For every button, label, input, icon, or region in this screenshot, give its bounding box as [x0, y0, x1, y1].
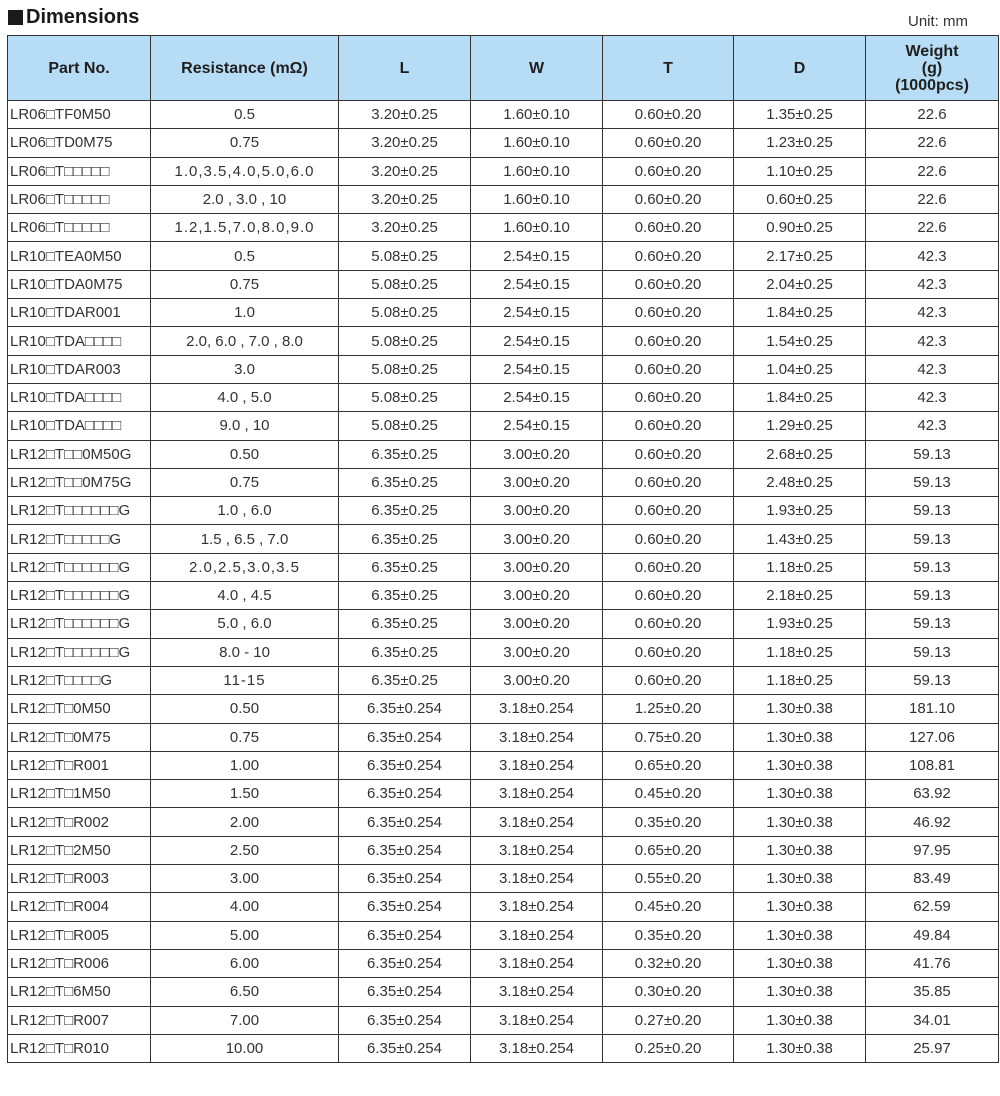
resistance-cell: 0.50: [151, 695, 339, 723]
l-cell: 6.35±0.254: [339, 1034, 471, 1062]
t-cell: 0.60±0.20: [603, 610, 734, 638]
d-cell: 1.30±0.38: [734, 723, 866, 751]
l-cell: 6.35±0.254: [339, 978, 471, 1006]
t-cell: 0.60±0.20: [603, 440, 734, 468]
w-cell: 3.00±0.20: [471, 497, 603, 525]
d-cell: 1.30±0.38: [734, 1034, 866, 1062]
d-cell: 2.48±0.25: [734, 468, 866, 496]
table-row: [8, 1006, 999, 1034]
table-row: [8, 780, 999, 808]
d-cell: 1.04±0.25: [734, 355, 866, 383]
table-row: [8, 101, 999, 129]
l-cell: 3.20±0.25: [339, 185, 471, 213]
w-cell: 3.18±0.254: [471, 836, 603, 864]
l-cell: 3.20±0.25: [339, 129, 471, 157]
column-header-t: T: [603, 36, 734, 101]
weight-cell: 42.3: [866, 383, 999, 411]
d-cell: 0.90±0.25: [734, 214, 866, 242]
resistance-cell: 0.75: [151, 723, 339, 751]
part-no-cell: LR12□T□R010: [8, 1034, 151, 1062]
weight-cell: 108.81: [866, 751, 999, 779]
l-cell: 6.35±0.25: [339, 468, 471, 496]
table-row: [8, 412, 999, 440]
title-bar: [8, 6, 998, 32]
d-cell: 1.30±0.38: [734, 695, 866, 723]
l-cell: 6.35±0.25: [339, 525, 471, 553]
weight-cell: 59.13: [866, 582, 999, 610]
table-row: [8, 553, 999, 581]
part-no-cell: LR12□T□2M50: [8, 836, 151, 864]
l-cell: 6.35±0.25: [339, 553, 471, 581]
t-cell: 0.35±0.20: [603, 921, 734, 949]
column-header-weight: [866, 36, 999, 101]
weight-cell: 49.84: [866, 921, 999, 949]
d-cell: 1.18±0.25: [734, 553, 866, 581]
resistance-cell: 5.00: [151, 921, 339, 949]
w-cell: 3.18±0.254: [471, 808, 603, 836]
resistance-cell: 1.00: [151, 751, 339, 779]
w-cell: 2.54±0.15: [471, 270, 603, 298]
t-cell: 0.32±0.20: [603, 949, 734, 977]
d-cell: 1.43±0.25: [734, 525, 866, 553]
w-cell: 2.54±0.15: [471, 299, 603, 327]
t-cell: 0.60±0.20: [603, 468, 734, 496]
part-no-cell: LR12□T□R007: [8, 1006, 151, 1034]
weight-header-line1: Weight: [905, 42, 959, 60]
resistance-cell: 2.50: [151, 836, 339, 864]
d-cell: 1.84±0.25: [734, 299, 866, 327]
table-row: [8, 808, 999, 836]
part-no-cell: LR12□T□R003: [8, 865, 151, 893]
black-square-bullet-icon: [8, 10, 23, 25]
resistance-cell: 2.00: [151, 808, 339, 836]
weight-cell: 97.95: [866, 836, 999, 864]
weight-cell: 22.6: [866, 157, 999, 185]
w-cell: 1.60±0.10: [471, 129, 603, 157]
section-title: [8, 6, 139, 29]
column-header-part-no: Part No.: [8, 36, 151, 101]
resistance-cell: 0.75: [151, 468, 339, 496]
w-cell: 2.54±0.15: [471, 327, 603, 355]
table-row: [8, 468, 999, 496]
part-no-cell: LR10□TDA0M75: [8, 270, 151, 298]
w-cell: 1.60±0.10: [471, 101, 603, 129]
t-cell: 0.25±0.20: [603, 1034, 734, 1062]
table-row: [8, 666, 999, 694]
part-no-cell: LR12□T□R002: [8, 808, 151, 836]
w-cell: 3.18±0.254: [471, 949, 603, 977]
l-cell: 6.35±0.254: [339, 865, 471, 893]
d-cell: 1.54±0.25: [734, 327, 866, 355]
resistance-cell: 2.0, 6.0 , 7.0 , 8.0: [151, 327, 339, 355]
weight-cell: 41.76: [866, 949, 999, 977]
unit-label: Unit: mm: [908, 13, 968, 30]
w-cell: 3.00±0.20: [471, 666, 603, 694]
table-row: [8, 525, 999, 553]
w-cell: 1.60±0.10: [471, 214, 603, 242]
t-cell: 0.30±0.20: [603, 978, 734, 1006]
resistance-cell: 1.0: [151, 299, 339, 327]
table-row: [8, 865, 999, 893]
weight-cell: 59.13: [866, 525, 999, 553]
d-cell: 1.30±0.38: [734, 751, 866, 779]
table-row: [8, 893, 999, 921]
d-cell: 1.23±0.25: [734, 129, 866, 157]
part-no-cell: LR12□T□□0M50G: [8, 440, 151, 468]
weight-cell: 42.3: [866, 270, 999, 298]
resistance-cell: 1.2,1.5,7.0,8.0,9.0: [151, 214, 339, 242]
resistance-cell: 5.0 , 6.0: [151, 610, 339, 638]
l-cell: 5.08±0.25: [339, 299, 471, 327]
section-title-text: Dimensions: [26, 6, 140, 28]
l-cell: 6.35±0.254: [339, 751, 471, 779]
column-header-resistance: Resistance (mΩ): [151, 36, 339, 101]
weight-cell: 25.97: [866, 1034, 999, 1062]
table-row: [8, 214, 999, 242]
resistance-cell: 4.0 , 4.5: [151, 582, 339, 610]
resistance-cell: 6.00: [151, 949, 339, 977]
weight-cell: 42.3: [866, 412, 999, 440]
d-cell: 1.30±0.38: [734, 808, 866, 836]
table-row: [8, 242, 999, 270]
part-no-cell: LR10□TEA0M50: [8, 242, 151, 270]
d-cell: 2.17±0.25: [734, 242, 866, 270]
weight-cell: 59.13: [866, 497, 999, 525]
part-no-cell: LR12□T□□□□□□G: [8, 582, 151, 610]
resistance-cell: 1.50: [151, 780, 339, 808]
weight-cell: 42.3: [866, 242, 999, 270]
resistance-cell: 0.50: [151, 440, 339, 468]
l-cell: 3.20±0.25: [339, 214, 471, 242]
resistance-cell: 1.0,3.5,4.0,5.0,6.0: [151, 157, 339, 185]
t-cell: 0.60±0.20: [603, 299, 734, 327]
t-cell: 0.65±0.20: [603, 751, 734, 779]
l-cell: 6.35±0.25: [339, 610, 471, 638]
part-no-cell: LR12□T□1M50: [8, 780, 151, 808]
l-cell: 5.08±0.25: [339, 383, 471, 411]
w-cell: 3.00±0.20: [471, 440, 603, 468]
d-cell: 1.30±0.38: [734, 865, 866, 893]
d-cell: 1.30±0.38: [734, 893, 866, 921]
w-cell: 2.54±0.15: [471, 355, 603, 383]
weight-cell: 22.6: [866, 129, 999, 157]
w-cell: 3.18±0.254: [471, 695, 603, 723]
part-no-cell: LR12□T□□□□□□G: [8, 553, 151, 581]
part-no-cell: LR12□T□□□□G: [8, 666, 151, 694]
t-cell: 0.35±0.20: [603, 808, 734, 836]
t-cell: 0.60±0.20: [603, 355, 734, 383]
part-no-cell: LR12□T□R001: [8, 751, 151, 779]
w-cell: 1.60±0.10: [471, 157, 603, 185]
resistance-cell: 0.75: [151, 270, 339, 298]
w-cell: 2.54±0.15: [471, 242, 603, 270]
table-row: [8, 610, 999, 638]
weight-header-line3: (1000pcs): [895, 76, 969, 94]
part-no-cell: LR10□TDA□□□□: [8, 327, 151, 355]
table-body: [8, 101, 999, 1063]
d-cell: 1.30±0.38: [734, 1006, 866, 1034]
column-header-d: D: [734, 36, 866, 101]
t-cell: 1.25±0.20: [603, 695, 734, 723]
t-cell: 0.45±0.20: [603, 780, 734, 808]
table-row: [8, 327, 999, 355]
resistance-cell: 3.00: [151, 865, 339, 893]
d-cell: 2.68±0.25: [734, 440, 866, 468]
t-cell: 0.60±0.20: [603, 129, 734, 157]
l-cell: 6.35±0.254: [339, 723, 471, 751]
table-row: [8, 582, 999, 610]
part-no-cell: LR12□T□R006: [8, 949, 151, 977]
d-cell: 1.84±0.25: [734, 383, 866, 411]
l-cell: 6.35±0.254: [339, 695, 471, 723]
weight-cell: 181.10: [866, 695, 999, 723]
t-cell: 0.45±0.20: [603, 893, 734, 921]
table-header-row: [8, 36, 999, 101]
part-no-cell: LR10□TDAR003: [8, 355, 151, 383]
t-cell: 0.55±0.20: [603, 865, 734, 893]
table-row: [8, 751, 999, 779]
l-cell: 5.08±0.25: [339, 327, 471, 355]
l-cell: 6.35±0.25: [339, 440, 471, 468]
weight-cell: 59.13: [866, 440, 999, 468]
part-no-cell: LR12□T□□□□□□G: [8, 610, 151, 638]
d-cell: 1.30±0.38: [734, 921, 866, 949]
t-cell: 0.60±0.20: [603, 157, 734, 185]
part-no-cell: LR12□T□6M50: [8, 978, 151, 1006]
w-cell: 3.00±0.20: [471, 638, 603, 666]
l-cell: 6.35±0.25: [339, 638, 471, 666]
part-no-cell: LR06□T□□□□□: [8, 185, 151, 213]
w-cell: 3.18±0.254: [471, 1006, 603, 1034]
l-cell: 5.08±0.25: [339, 270, 471, 298]
t-cell: 0.60±0.20: [603, 383, 734, 411]
l-cell: 6.35±0.254: [339, 780, 471, 808]
part-no-cell: LR12□T□R005: [8, 921, 151, 949]
part-no-cell: LR10□TDAR001: [8, 299, 151, 327]
w-cell: 2.54±0.15: [471, 412, 603, 440]
resistance-cell: 0.75: [151, 129, 339, 157]
w-cell: 1.60±0.10: [471, 185, 603, 213]
weight-cell: 63.92: [866, 780, 999, 808]
resistance-cell: 4.00: [151, 893, 339, 921]
table-row: [8, 185, 999, 213]
weight-cell: 59.13: [866, 468, 999, 496]
table-row: [8, 270, 999, 298]
l-cell: 5.08±0.25: [339, 355, 471, 383]
l-cell: 6.35±0.254: [339, 808, 471, 836]
l-cell: 6.35±0.254: [339, 949, 471, 977]
resistance-cell: 1.5 , 6.5 , 7.0: [151, 525, 339, 553]
l-cell: 6.35±0.25: [339, 582, 471, 610]
t-cell: 0.60±0.20: [603, 497, 734, 525]
resistance-cell: 4.0 , 5.0: [151, 383, 339, 411]
weight-cell: 59.13: [866, 610, 999, 638]
table-row: [8, 355, 999, 383]
dimensions-table: [7, 35, 999, 1063]
resistance-cell: 9.0 , 10: [151, 412, 339, 440]
t-cell: 0.60±0.20: [603, 638, 734, 666]
weight-cell: 59.13: [866, 638, 999, 666]
part-no-cell: LR12□T□□□□□□G: [8, 497, 151, 525]
table-row: [8, 836, 999, 864]
weight-header-line2: (g): [921, 59, 943, 77]
part-no-cell: LR12□T□□□□□G: [8, 525, 151, 553]
part-no-cell: LR12□T□0M50: [8, 695, 151, 723]
resistance-cell: 0.5: [151, 101, 339, 129]
t-cell: 0.60±0.20: [603, 553, 734, 581]
weight-cell: 42.3: [866, 299, 999, 327]
w-cell: 3.18±0.254: [471, 865, 603, 893]
l-cell: 6.35±0.25: [339, 666, 471, 694]
d-cell: 1.18±0.25: [734, 666, 866, 694]
w-cell: 3.18±0.254: [471, 1034, 603, 1062]
t-cell: 0.60±0.20: [603, 582, 734, 610]
d-cell: 1.29±0.25: [734, 412, 866, 440]
t-cell: 0.60±0.20: [603, 101, 734, 129]
d-cell: 1.30±0.38: [734, 836, 866, 864]
w-cell: 2.54±0.15: [471, 383, 603, 411]
l-cell: 6.35±0.25: [339, 497, 471, 525]
resistance-cell: 6.50: [151, 978, 339, 1006]
d-cell: 1.93±0.25: [734, 497, 866, 525]
weight-cell: 59.13: [866, 553, 999, 581]
w-cell: 3.00±0.20: [471, 553, 603, 581]
resistance-cell: 2.0 , 3.0 , 10: [151, 185, 339, 213]
t-cell: 0.60±0.20: [603, 525, 734, 553]
t-cell: 0.27±0.20: [603, 1006, 734, 1034]
weight-cell: 34.01: [866, 1006, 999, 1034]
t-cell: 0.60±0.20: [603, 412, 734, 440]
weight-cell: 35.85: [866, 978, 999, 1006]
t-cell: 0.75±0.20: [603, 723, 734, 751]
column-header-w: W: [471, 36, 603, 101]
part-no-cell: LR10□TDA□□□□: [8, 412, 151, 440]
w-cell: 3.18±0.254: [471, 893, 603, 921]
table-row: [8, 723, 999, 751]
t-cell: 0.60±0.20: [603, 270, 734, 298]
t-cell: 0.60±0.20: [603, 327, 734, 355]
table-row: [8, 157, 999, 185]
d-cell: 1.93±0.25: [734, 610, 866, 638]
l-cell: 6.35±0.254: [339, 893, 471, 921]
weight-cell: 42.3: [866, 355, 999, 383]
weight-cell: 22.6: [866, 185, 999, 213]
resistance-cell: 0.5: [151, 242, 339, 270]
column-header-l: L: [339, 36, 471, 101]
table-row: [8, 921, 999, 949]
w-cell: 3.18±0.254: [471, 978, 603, 1006]
table-row: [8, 497, 999, 525]
l-cell: 3.20±0.25: [339, 101, 471, 129]
part-no-cell: LR06□T□□□□□: [8, 157, 151, 185]
l-cell: 6.35±0.254: [339, 921, 471, 949]
t-cell: 0.65±0.20: [603, 836, 734, 864]
resistance-cell: 11-15: [151, 666, 339, 694]
table-row: [8, 440, 999, 468]
d-cell: 2.04±0.25: [734, 270, 866, 298]
t-cell: 0.60±0.20: [603, 666, 734, 694]
table-row: [8, 299, 999, 327]
part-no-cell: LR12□T□□□□□□G: [8, 638, 151, 666]
weight-cell: 22.6: [866, 214, 999, 242]
l-cell: 6.35±0.254: [339, 1006, 471, 1034]
l-cell: 5.08±0.25: [339, 412, 471, 440]
table-row: [8, 978, 999, 1006]
part-no-cell: LR06□TD0M75: [8, 129, 151, 157]
d-cell: 0.60±0.25: [734, 185, 866, 213]
w-cell: 3.18±0.254: [471, 780, 603, 808]
resistance-cell: 2.0,2.5,3.0,3.5: [151, 553, 339, 581]
w-cell: 3.18±0.254: [471, 751, 603, 779]
weight-cell: 46.92: [866, 808, 999, 836]
w-cell: 3.00±0.20: [471, 582, 603, 610]
l-cell: 6.35±0.254: [339, 836, 471, 864]
w-cell: 3.00±0.20: [471, 468, 603, 496]
d-cell: 1.30±0.38: [734, 780, 866, 808]
weight-cell: 59.13: [866, 666, 999, 694]
weight-cell: 22.6: [866, 101, 999, 129]
t-cell: 0.60±0.20: [603, 214, 734, 242]
resistance-cell: 3.0: [151, 355, 339, 383]
part-no-cell: LR12□T□R004: [8, 893, 151, 921]
part-no-cell: LR06□T□□□□□: [8, 214, 151, 242]
w-cell: 3.18±0.254: [471, 723, 603, 751]
weight-cell: 83.49: [866, 865, 999, 893]
l-cell: 3.20±0.25: [339, 157, 471, 185]
resistance-cell: 7.00: [151, 1006, 339, 1034]
table-row: [8, 695, 999, 723]
d-cell: 1.10±0.25: [734, 157, 866, 185]
l-cell: 5.08±0.25: [339, 242, 471, 270]
table-row: [8, 383, 999, 411]
w-cell: 3.18±0.254: [471, 921, 603, 949]
table-row: [8, 949, 999, 977]
d-cell: 2.18±0.25: [734, 582, 866, 610]
d-cell: 1.18±0.25: [734, 638, 866, 666]
d-cell: 1.30±0.38: [734, 978, 866, 1006]
d-cell: 1.30±0.38: [734, 949, 866, 977]
w-cell: 3.00±0.20: [471, 525, 603, 553]
resistance-cell: 10.00: [151, 1034, 339, 1062]
part-no-cell: LR06□TF0M50: [8, 101, 151, 129]
resistance-cell: 1.0 , 6.0: [151, 497, 339, 525]
part-no-cell: LR12□T□□0M75G: [8, 468, 151, 496]
table-row: [8, 1034, 999, 1062]
part-no-cell: LR10□TDA□□□□: [8, 383, 151, 411]
weight-cell: 127.06: [866, 723, 999, 751]
resistance-cell: 8.0 - 10: [151, 638, 339, 666]
table-row: [8, 129, 999, 157]
t-cell: 0.60±0.20: [603, 242, 734, 270]
part-no-cell: LR12□T□0M75: [8, 723, 151, 751]
d-cell: 1.35±0.25: [734, 101, 866, 129]
table-row: [8, 638, 999, 666]
w-cell: 3.00±0.20: [471, 610, 603, 638]
weight-cell: 62.59: [866, 893, 999, 921]
t-cell: 0.60±0.20: [603, 185, 734, 213]
weight-cell: 42.3: [866, 327, 999, 355]
